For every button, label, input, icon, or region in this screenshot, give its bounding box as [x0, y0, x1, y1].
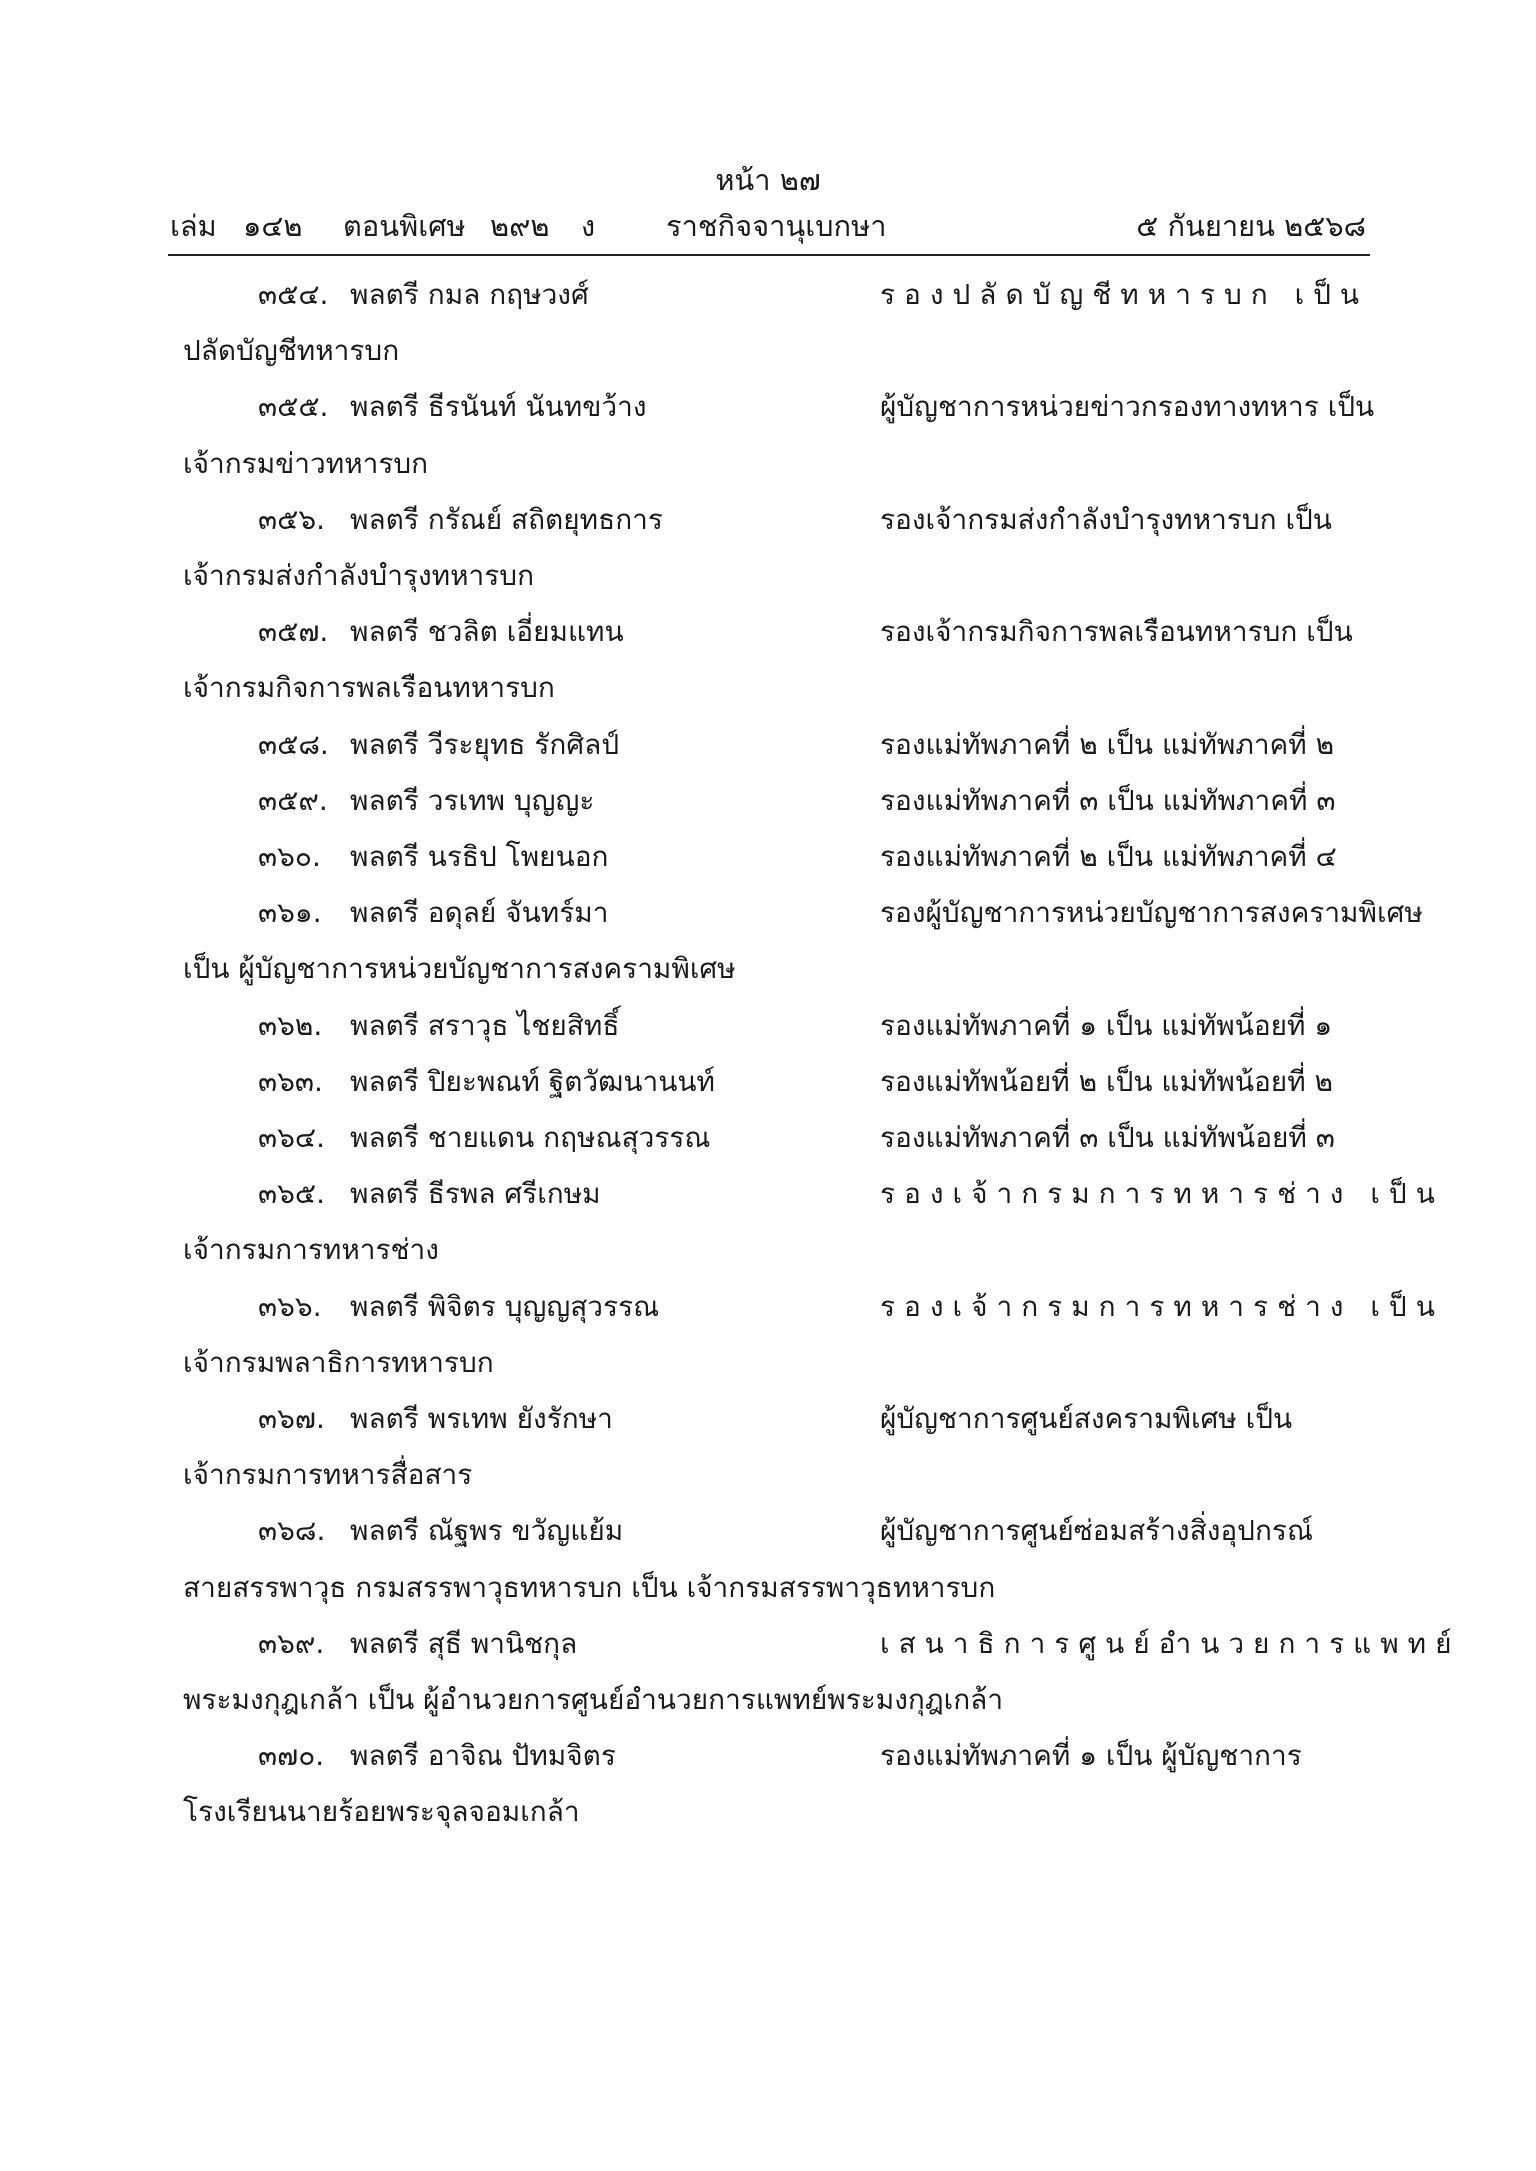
section-code: ง: [581, 209, 596, 243]
section-label: ตอนพิเศษ: [343, 209, 466, 243]
entry-number: ๓๖๘.: [258, 1514, 326, 1548]
entry-number: ๓๖๒.: [258, 1008, 323, 1042]
publication-date: ๕ กันยายน ๒๕๖๘: [1136, 209, 1366, 243]
officer-name: พลตรี อดุลย์ จันทร์มา: [350, 896, 609, 930]
entry-number: ๓๕๔.: [258, 278, 329, 311]
position-text: รองเจ้ากรมกิจการพลเรือนทหารบก เป็น: [880, 615, 1353, 649]
officer-name: พลตรี อาจิณ ปัทมจิตร: [350, 1739, 616, 1773]
position-continuation: เป็น ผู้บัญชาการหน่วยบัญชาการสงครามพิเศษ: [183, 952, 736, 986]
position-text: รองเจ้ากรมส่งกำลังบำรุงทหารบก เป็น: [880, 502, 1332, 536]
position-continuation: เจ้ากรมส่งกำลังบำรุงทหารบก: [183, 559, 535, 592]
entry-number: ๓๖๑.: [258, 896, 322, 930]
entry-number: ๓๖๐.: [258, 840, 321, 873]
position-text: รองแม่ทัพภาคที่ ๓ เป็น แม่ทัพน้อยที่ ๓: [880, 1121, 1335, 1154]
officer-name: พลตรี นรธิป โพยนอก: [350, 840, 609, 873]
entry-number: ๓๖๖.: [258, 1289, 322, 1323]
position-continuation: เจ้ากรมข่าวทหารบก: [183, 446, 429, 480]
position-text: รองเจ้ากรมการทหารช่าง เป็น: [880, 1289, 1444, 1323]
position-text: รองผู้บัญชาการหน่วยบัญชาการสงครามพิเศษ: [880, 896, 1423, 930]
position-text: ผู้บัญชาการหน่วยข่าวกรองทางทหาร เป็น: [880, 390, 1375, 424]
officer-name: พลตรี กรัณย์ สถิตยุทธการ: [350, 502, 663, 536]
position-continuation: โรงเรียนนายร้อยพระจุลจอมเกล้า: [183, 1795, 580, 1829]
entry-number: ๓๖๗.: [258, 1402, 325, 1435]
position-continuation: เจ้ากรมพลาธิการทหารบก: [183, 1345, 494, 1379]
entry-number: ๓๗๐.: [258, 1739, 325, 1773]
entry-number: ๓๖๓.: [258, 1064, 323, 1098]
entry-number: ๓๕๗.: [258, 615, 329, 649]
position-continuation: สายสรรพาวุธ กรมสรรพาวุธทหารบก เป็น เจ้ากรมสรรพาวุธทหารบก: [183, 1570, 996, 1604]
header-divider: [168, 254, 1370, 256]
officer-name: พลตรี สุธี พานิชกุล: [350, 1626, 578, 1660]
position-text: รองแม่ทัพภาคที่ ๑ เป็น แม่ทัพน้อยที่ ๑: [880, 1008, 1333, 1042]
officer-name: พลตรี ธีรพล ศรีเกษม: [350, 1177, 601, 1211]
entry-number: ๓๖๙.: [258, 1626, 325, 1660]
position-text: รองแม่ทัพภาคที่ ๒ เป็น แม่ทัพภาคที่ ๒: [880, 727, 1335, 761]
section-number: ๒๙๒: [490, 209, 550, 243]
position-text: รองแม่ทัพน้อยที่ ๒ เป็น แม่ทัพน้อยที่ ๒: [880, 1064, 1334, 1098]
gazette-name: ราชกิจจานุเบกษา: [666, 209, 887, 243]
volume-number: ๑๔๒: [243, 209, 303, 243]
officer-name: พลตรี ณัฐพร ขวัญแย้ม: [350, 1514, 624, 1548]
officer-name: พลตรี ชายแดน กฤษณสุวรรณ: [350, 1121, 711, 1154]
volume-label: เล่ม: [170, 209, 217, 243]
position-text: รองแม่ทัพภาคที่ ๓ เป็น แม่ทัพภาคที่ ๓: [880, 783, 1336, 817]
officer-name: พลตรี วีระยุทธ รักศิลป์: [350, 727, 620, 761]
officer-name: พลตรี กมล กฤษวงศ์: [350, 278, 589, 311]
officer-name: พลตรี สราวุธ ไชยสิทธิ์: [350, 1008, 620, 1042]
page-number: หน้า ๒๗: [715, 163, 821, 197]
officer-name: พลตรี พรเทพ ยังรักษา: [350, 1402, 613, 1435]
gazette-header: [0, 206, 1536, 246]
position-text: เสนาธิการศูนย์อำนวยการแพทย์: [880, 1626, 1461, 1660]
entry-number: ๓๕๘.: [258, 727, 329, 761]
position-text: ผู้บัญชาการศูนย์ซ่อมสร้างสิ่งอุปกรณ์: [880, 1514, 1313, 1548]
position-continuation: เจ้ากรมการทหารช่าง: [183, 1233, 439, 1267]
position-continuation: เจ้ากรมการทหารสื่อสาร: [183, 1458, 473, 1492]
position-continuation: พระมงกุฎเกล้า เป็น ผู้อำนวยการศูนย์อำนวยการแพทย์พระมงกุฎเกล้า: [183, 1683, 1004, 1716]
officer-name: พลตรี ปิยะพณท์ ฐิตวัฒนานนท์: [350, 1064, 715, 1098]
entry-number: ๓๖๕.: [258, 1177, 326, 1211]
position-text: รองปลัดบัญชีทหารบก เป็น: [880, 278, 1369, 311]
position-text: รองเจ้ากรมการทหารช่าง เป็น: [880, 1177, 1444, 1211]
entry-number: ๓๕๕.: [258, 390, 329, 424]
officer-name: พลตรี ชวลิต เอี่ยมแทน: [350, 615, 624, 649]
officer-name: พลตรี วรเทพ บุญญะ: [350, 783, 595, 817]
entry-number: ๓๕๙.: [258, 783, 328, 817]
position-continuation: เจ้ากรมกิจการพลเรือนทหารบก: [183, 671, 555, 705]
officer-name: พลตรี ธีรนันท์ นันทขว้าง: [350, 390, 647, 424]
position-text: รองแม่ทัพภาคที่ ๑ เป็น ผู้บัญชาการ: [880, 1739, 1302, 1773]
entry-number: ๓๖๔.: [258, 1121, 326, 1154]
position-text: รองแม่ทัพภาคที่ ๒ เป็น แม่ทัพภาคที่ ๔: [880, 840, 1337, 873]
position-text: ผู้บัญชาการศูนย์สงครามพิเศษ เป็น: [880, 1402, 1293, 1435]
position-continuation: ปลัดบัญชีทหารบก: [183, 334, 400, 368]
entry-number: ๓๕๖.: [258, 502, 326, 536]
officer-name: พลตรี พิจิตร บุญญสุวรรณ: [350, 1289, 660, 1323]
